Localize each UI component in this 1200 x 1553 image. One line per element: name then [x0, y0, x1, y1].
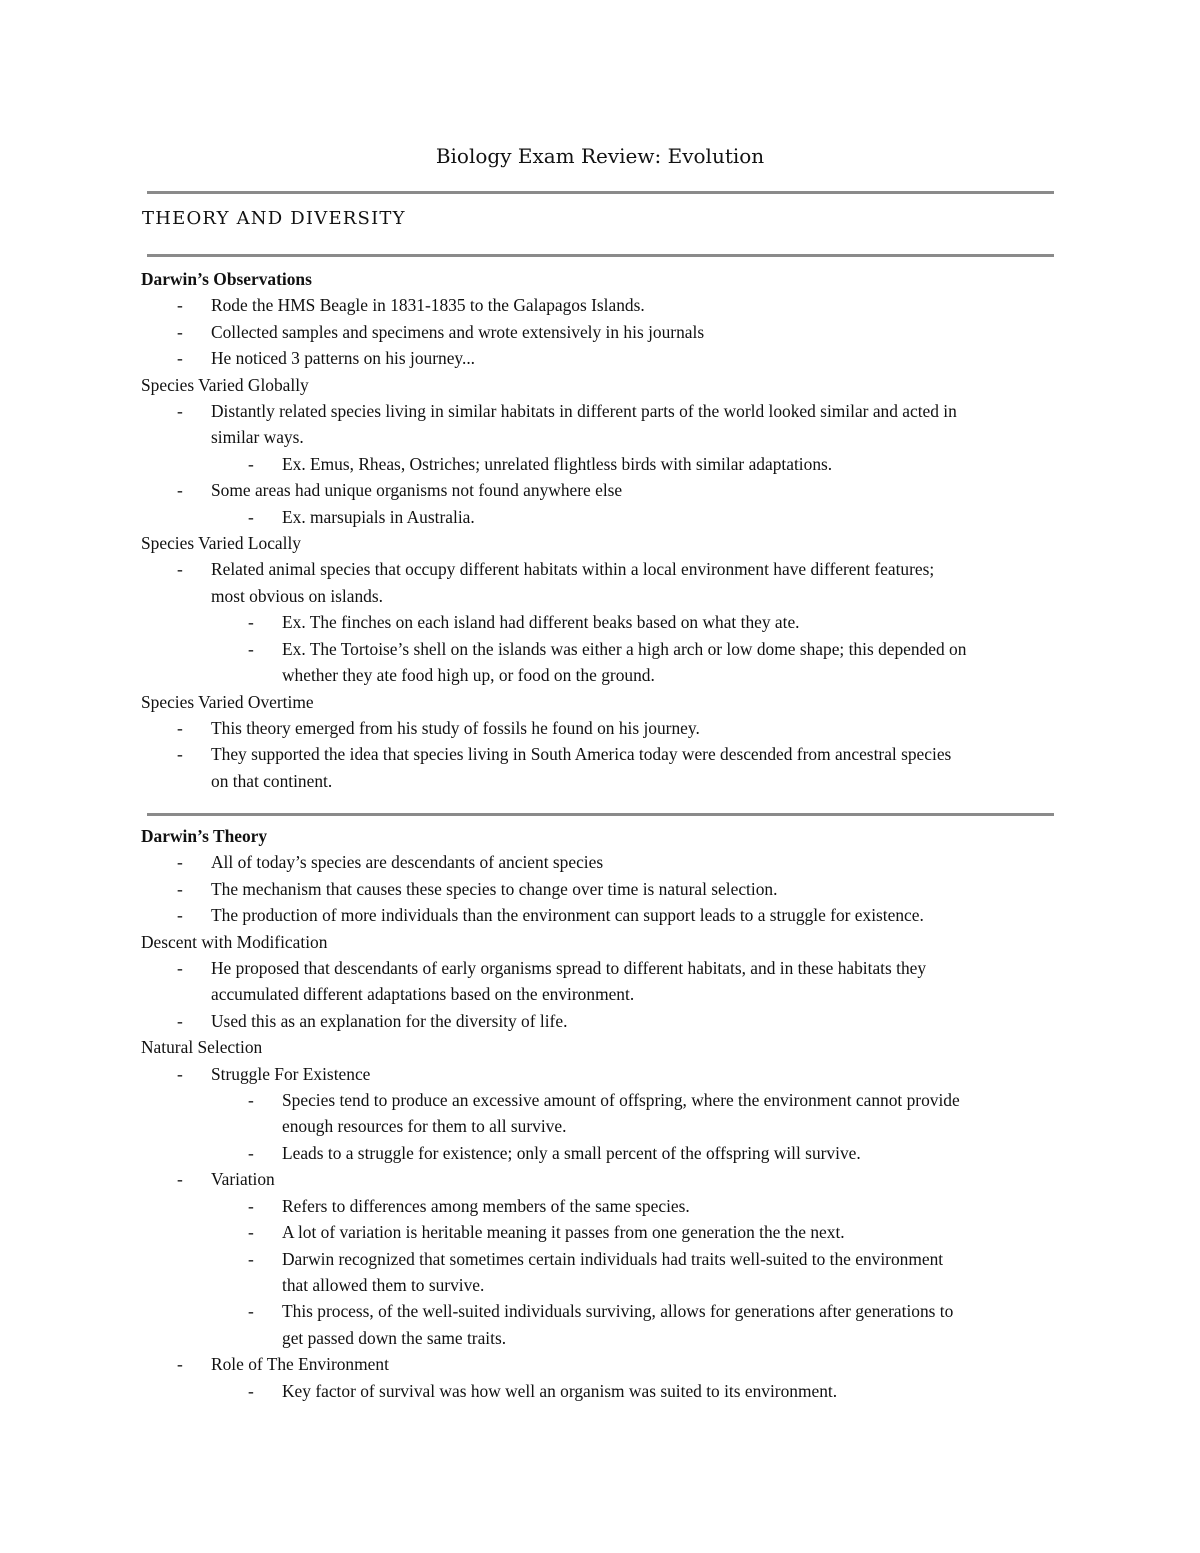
bullet-dash: -	[177, 717, 183, 738]
bullet-dash: -	[177, 852, 183, 873]
bullet-dash: -	[177, 401, 183, 422]
line-text: Some areas had unique organisms not found anywhere else	[211, 480, 623, 501]
line-text: Distantly related species living in similar habitats in different parts of the world looked similar and acted in	[211, 401, 957, 422]
bullet-dash: -	[248, 1090, 254, 1111]
line-text: Ex. marsupials in Australia.	[282, 506, 475, 527]
bullet-dash: -	[177, 1063, 183, 1084]
list-item	[141, 1219, 1066, 1245]
line-text: This process, of the well-suited individuals surviving, allows for generations after generations to	[282, 1301, 954, 1322]
bullet-dash: -	[248, 1380, 254, 1401]
bullet-dash: -	[177, 1010, 183, 1031]
line-text: Darwin recognized that sometimes certain individuals had traits well-suited to the environment	[282, 1248, 944, 1269]
bullet-dash: -	[177, 559, 183, 580]
list-item	[141, 609, 1066, 635]
list-item	[141, 1272, 1066, 1298]
line-text: Darwin’s Theory	[141, 826, 268, 846]
line-text: Natural Selection	[141, 1037, 263, 1058]
list-item	[141, 876, 1066, 902]
topic-label	[141, 530, 1066, 556]
bullet-dash: -	[177, 321, 183, 342]
list-item	[141, 292, 1066, 318]
list-item	[141, 1246, 1066, 1272]
line-text: A lot of variation is heritable meaning it passes from one generation the the next.	[282, 1222, 845, 1243]
list-item	[141, 583, 1066, 609]
list-item	[141, 1140, 1066, 1166]
bullet-dash: -	[248, 1195, 254, 1216]
list-item	[141, 849, 1066, 875]
line-text: Leads to a struggle for existence; only a small percent of the offspring will survive.	[282, 1142, 861, 1163]
list-item	[141, 1351, 1066, 1377]
line-text: Key factor of survival was how well an organism was suited to its environment.	[282, 1380, 838, 1401]
horizontal-rule	[147, 254, 1054, 257]
bullet-dash: -	[177, 958, 183, 979]
section-heading: THEORY AND DIVERSITY	[142, 208, 406, 229]
list-item	[141, 741, 1066, 767]
list-item	[141, 398, 1066, 424]
line-text: He proposed that descendants of early organisms spread to different habitats, and in these habitats they	[211, 958, 927, 979]
line-text: accumulated different adaptations based on the environment.	[211, 984, 635, 1005]
horizontal-rule	[147, 191, 1054, 194]
list-item	[141, 955, 1066, 981]
list-item	[141, 424, 1066, 450]
list-item	[141, 319, 1066, 345]
line-text: He noticed 3 patterns on his journey...	[211, 348, 476, 369]
line-text: enough resources for them to all survive.	[282, 1116, 567, 1137]
line-text: Used this as an explanation for the diversity of life.	[211, 1010, 568, 1031]
bullet-dash: -	[248, 1301, 254, 1322]
line-text: get passed down the same traits.	[282, 1327, 507, 1348]
horizontal-rule	[147, 813, 1054, 816]
list-item	[141, 1325, 1066, 1351]
bullet-dash: -	[248, 1142, 254, 1163]
bullet-dash: -	[177, 744, 183, 765]
line-text: They supported the idea that species living in South America today were descended from ancestral species	[211, 744, 952, 765]
line-text: Darwin’s Observations	[141, 269, 312, 289]
list-item	[141, 345, 1066, 371]
bullet-dash: -	[177, 905, 183, 926]
bullet-dash: -	[248, 506, 254, 527]
list-item	[141, 981, 1066, 1007]
list-item	[141, 636, 1066, 662]
topic-label	[141, 372, 1066, 398]
bullet-dash: -	[248, 638, 254, 659]
bullet-dash: -	[248, 1222, 254, 1243]
line-text: Ex. Emus, Rheas, Ostriches; unrelated flightless birds with similar adaptations.	[282, 453, 833, 474]
line-text: Species tend to produce an excessive amount of offspring, where the environment cannot provide	[282, 1090, 960, 1111]
list-item	[141, 477, 1066, 503]
line-text: This theory emerged from his study of fossils he found on his journey.	[211, 717, 700, 738]
line-text: Collected samples and specimens and wrote extensively in his journals	[211, 321, 705, 342]
line-text: Descent with Modification	[141, 931, 328, 952]
line-text: The production of more individuals than the environment can support leads to a struggle for existence.	[211, 905, 924, 926]
bullet-dash: -	[177, 480, 183, 501]
list-item	[141, 1087, 1066, 1113]
bullet-dash: -	[177, 1169, 183, 1190]
line-text: Species Varied Globally	[141, 374, 309, 395]
list-item	[141, 1378, 1066, 1404]
bullet-dash: -	[177, 878, 183, 899]
line-text: most obvious on islands.	[211, 585, 383, 606]
list-item	[141, 1061, 1066, 1087]
line-text: All of today’s species are descendants of ancient species	[211, 852, 604, 873]
bullet-dash: -	[177, 295, 183, 316]
list-item	[141, 504, 1066, 530]
list-item	[141, 662, 1066, 688]
line-text: similar ways.	[211, 427, 304, 448]
subsection-heading	[141, 266, 1066, 292]
list-item	[141, 1113, 1066, 1139]
line-text: The mechanism that causes these species to change over time is natural selection.	[211, 878, 778, 899]
line-text: Struggle For Existence	[211, 1063, 371, 1084]
observations-section	[141, 266, 1066, 794]
topic-label	[141, 1034, 1066, 1060]
list-item	[141, 1008, 1066, 1034]
line-text: Rode the HMS Beagle in 1831-1835 to the Galapagos Islands.	[211, 295, 645, 316]
line-text: whether they ate food high up, or food on the ground.	[282, 665, 655, 686]
bullet-dash: -	[177, 1354, 183, 1375]
list-item	[141, 902, 1066, 928]
line-text: Ex. The finches on each island had different beaks based on what they ate.	[282, 612, 800, 633]
bullet-dash: -	[248, 612, 254, 633]
line-text: Ex. The Tortoise’s shell on the islands was either a high arch or low dome shape; this depended on	[282, 638, 967, 659]
list-item	[141, 715, 1066, 741]
bullet-dash: -	[248, 453, 254, 474]
topic-label	[141, 929, 1066, 955]
list-item	[141, 1298, 1066, 1324]
theory-section	[141, 823, 1066, 1404]
list-item	[141, 1193, 1066, 1219]
subsection-heading	[141, 823, 1066, 849]
line-text: Variation	[211, 1169, 275, 1190]
list-item	[141, 451, 1066, 477]
document-title: Biology Exam Review: Evolution	[435, 144, 765, 168]
line-text: Species Varied Overtime	[141, 691, 314, 712]
bullet-dash: -	[177, 348, 183, 369]
list-item	[141, 556, 1066, 582]
line-text: Related animal species that occupy different habitats within a local environment have different features;	[211, 559, 935, 580]
line-text: Role of The Environment	[211, 1354, 389, 1375]
line-text: that allowed them to survive.	[282, 1274, 485, 1295]
bullet-dash: -	[248, 1248, 254, 1269]
line-text: on that continent.	[211, 770, 333, 791]
topic-label	[141, 689, 1066, 715]
line-text: Refers to differences among members of the same species.	[282, 1195, 690, 1216]
list-item	[141, 768, 1066, 794]
list-item	[141, 1166, 1066, 1192]
line-text: Species Varied Locally	[141, 533, 302, 554]
